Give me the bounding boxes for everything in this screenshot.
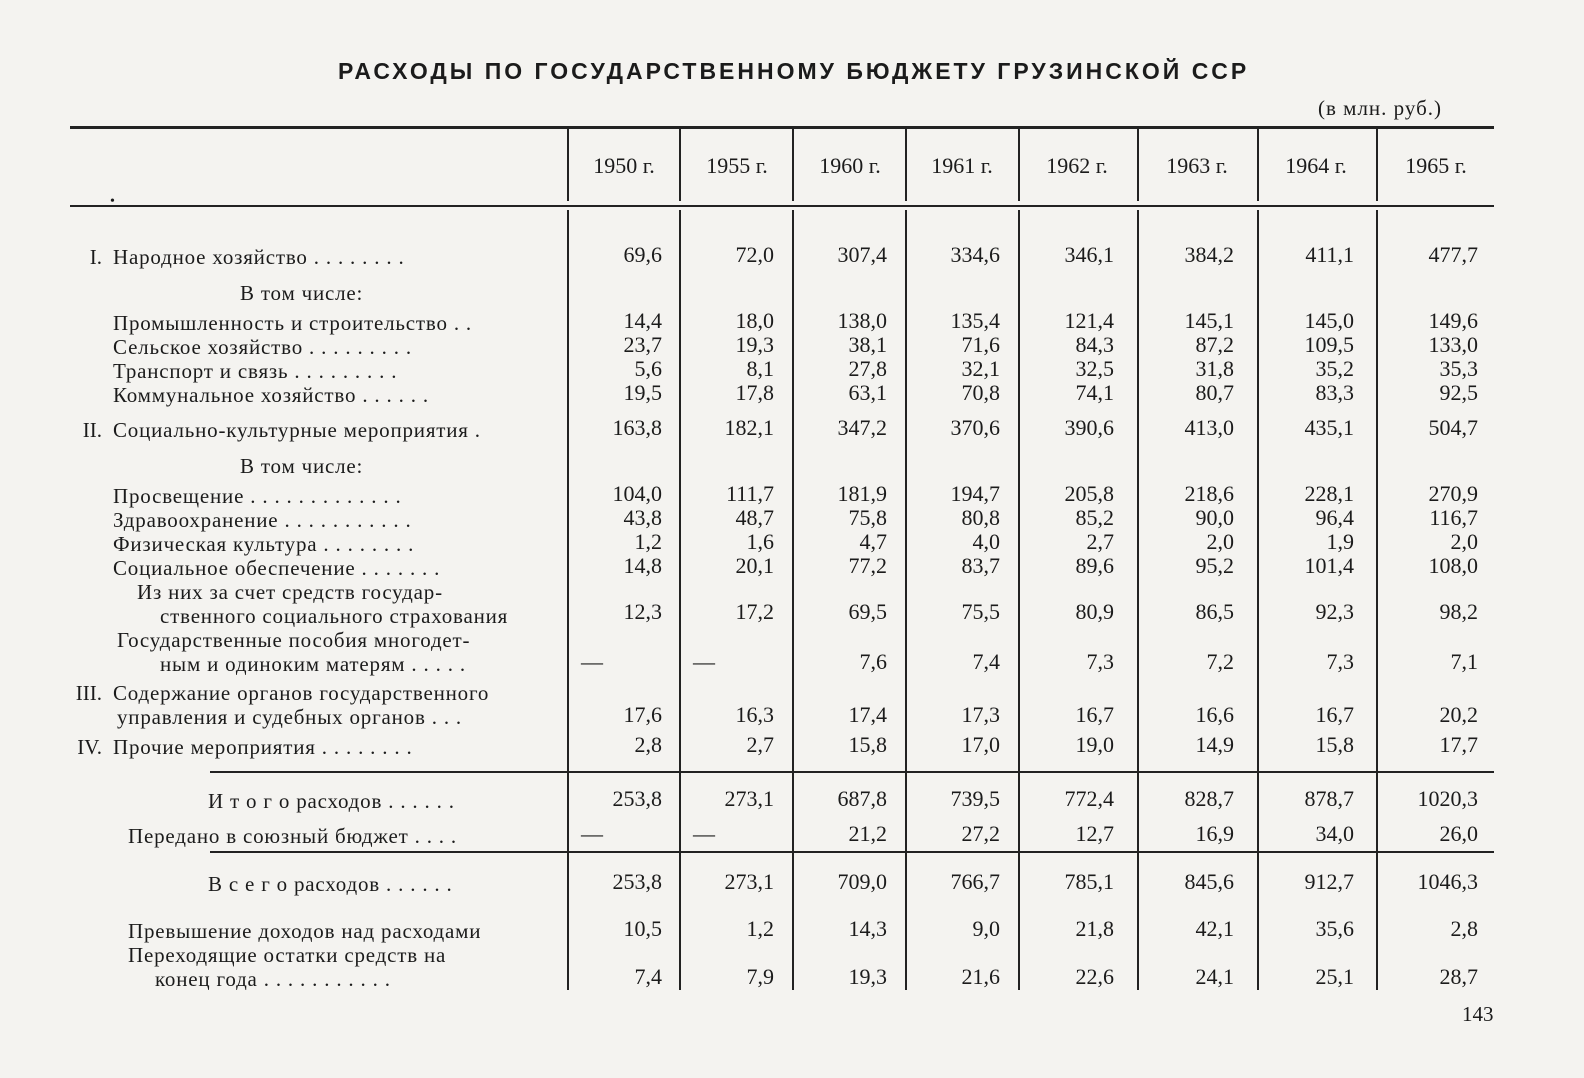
column-rule-header [567,129,569,201]
table-cell: 878,7 [1304,786,1354,811]
table-cell: — [693,821,715,846]
table-cell: 95,2 [1195,553,1234,578]
table-cell: 390,6 [1064,415,1114,440]
table-cell: 116,7 [1429,505,1478,530]
table-cell: 19,3 [848,964,887,989]
table-cell: 28,7 [1439,964,1478,989]
table-cell: 83,3 [1315,380,1354,405]
year-header: 1964 г. [1285,153,1347,178]
table-cell: 19,0 [1075,732,1114,757]
table-cell: 477,7 [1428,242,1478,267]
table-cell: 104,0 [612,481,662,506]
table-cell: 16,6 [1195,702,1234,727]
table-cell: 24,1 [1195,964,1234,989]
table-cell: 12,7 [1075,821,1114,846]
table-cell: 411,1 [1305,242,1354,267]
table-cell: 4,7 [859,529,887,554]
table-cell: 17,6 [623,702,662,727]
table-cell: 69,6 [623,242,662,267]
year-header: 1963 г. [1166,153,1228,178]
year-header: 1965 г. [1405,153,1467,178]
table-cell: 182,1 [724,415,774,440]
table-cell: 253,8 [612,786,662,811]
table-cell: 21,6 [961,964,1000,989]
row-label: конец года . . . . . . . . . . . [155,967,391,991]
table-cell: 26,0 [1439,821,1478,846]
table-cell: 111,7 [726,481,774,506]
row-label: Переходящие остатки средств на [128,943,447,967]
year-header: 1950 г. [593,153,655,178]
page-title: РАСХОДЫ ПО ГОСУДАРСТВЕННОМУ БЮДЖЕТУ ГРУЗИНСКОЙ ССР [338,58,1250,84]
table-cell: 92,3 [1315,599,1354,624]
table-cell: 14,4 [623,308,662,333]
subtotal-rule [210,771,1494,773]
table-cell: 7,1 [1450,649,1478,674]
table-cell: — [693,649,715,674]
table-cell: 80,9 [1075,599,1114,624]
table-cell: 370,6 [950,415,1000,440]
table-cell: 346,1 [1064,242,1114,267]
table-cell: 15,8 [848,732,887,757]
table-cell: 1020,3 [1417,786,1478,811]
table-cell: 912,7 [1304,869,1354,894]
table-cell: 218,6 [1184,481,1234,506]
row-label: ственного социального страхования [160,604,509,628]
table-cell: 384,2 [1184,242,1234,267]
table-cell: 273,1 [724,786,774,811]
table-cell: 16,3 [735,702,774,727]
table-cell: 135,4 [950,308,1000,333]
table-cell: 16,9 [1195,821,1234,846]
table-cell: 413,0 [1184,415,1234,440]
table-cell: 63,1 [848,380,887,405]
table-cell: 7,3 [1086,649,1114,674]
column-rule-header [1018,129,1020,201]
column-rule-header [1376,129,1378,201]
roman-numeral: II. [82,418,102,442]
table-cell: 504,7 [1428,415,1478,440]
table-cell: 86,5 [1195,599,1234,624]
row-label: Просвещение . . . . . . . . . . . . . [113,484,402,508]
table-cell: 75,5 [961,599,1000,624]
row-label: Социальное обеспечение . . . . . . . [113,556,441,580]
table-cell: 32,1 [961,356,1000,381]
table-cell: 74,1 [1075,380,1114,405]
row-label: Сельское хозяйство . . . . . . . . . [113,335,412,359]
row-label: Физическая культура . . . . . . . . [113,532,415,556]
table-cell: 121,4 [1064,308,1114,333]
table-cell: 20,2 [1439,702,1478,727]
column-rule-header [905,129,907,201]
table-cell: 48,7 [735,505,774,530]
table-cell: 10,5 [623,916,662,941]
table-cell: 77,2 [848,553,887,578]
table-cell: 766,7 [950,869,1000,894]
table-cell: 72,0 [735,242,774,267]
table-cell: 92,5 [1439,380,1478,405]
table-cell: 98,2 [1439,599,1478,624]
row-label: Из них за счет средств государ- [137,580,443,604]
table-cell: 1,9 [1326,529,1354,554]
table-cell: 43,8 [623,505,662,530]
table-cell: 15,8 [1315,732,1354,757]
table-cell: 16,7 [1315,702,1354,727]
table-cell: 194,7 [950,481,1000,506]
table-cell: 20,1 [735,553,774,578]
table-cell: 181,9 [837,481,887,506]
subheading: В том числе: [240,281,364,305]
table-cell: 772,4 [1064,786,1114,811]
row-label: Социально-культурные мероприятия . [113,418,481,442]
table-cell: 42,1 [1195,916,1234,941]
table-cell: 253,8 [612,869,662,894]
table-cell: 89,6 [1075,553,1114,578]
table-cell: 138,0 [837,308,887,333]
table-cell: 149,6 [1428,308,1478,333]
table-cell: 23,7 [623,332,662,357]
table-cell: 19,3 [735,332,774,357]
table-cell: 70,8 [961,380,1000,405]
header-dot: • [110,194,115,209]
row-label: И т о г о расходов . . . . . . [208,789,455,813]
row-label: Народное хозяйство . . . . . . . . [113,245,405,269]
table-cell: 96,4 [1315,505,1354,530]
table-cell: 687,8 [837,786,887,811]
table-cell: 14,9 [1195,732,1234,757]
table-cell: 35,6 [1315,916,1354,941]
table-cell: 12,3 [623,599,662,624]
table-cell: 69,5 [848,599,887,624]
table-cell: 80,7 [1195,380,1234,405]
table-cell: 133,0 [1428,332,1478,357]
table-cell: 270,9 [1428,481,1478,506]
table-cell: 2,8 [634,732,662,757]
table-cell: 307,4 [837,242,887,267]
row-label: Превышение доходов над расходами [128,919,482,943]
table-cell: 35,2 [1315,356,1354,381]
row-label: ным и одиноким матерям . . . . . [160,652,466,676]
table-cell: 84,3 [1075,332,1114,357]
unit-note: (в млн. руб.) [1318,96,1443,120]
table-cell: 85,2 [1075,505,1114,530]
column-rule-header [1137,129,1139,201]
table-cell: 35,3 [1439,356,1478,381]
table-cell: 27,2 [961,821,1000,846]
table-cell: 16,7 [1075,702,1114,727]
table-cell: 108,0 [1428,553,1478,578]
table-cell: 1,6 [746,529,774,554]
column-rule-header [792,129,794,201]
header-bottom-rule [70,205,1494,207]
table-cell: — [581,821,603,846]
row-label: Передано в союзный бюджет . . . . [128,824,457,848]
roman-numeral: III. [75,681,102,705]
year-header: 1962 г. [1046,153,1108,178]
table-cell: 5,6 [634,356,662,381]
table-cell: 4,0 [972,529,1000,554]
table-cell: 7,6 [859,649,887,674]
table-cell: 31,8 [1195,356,1234,381]
table-cell: 17,0 [961,732,1000,757]
table-cell: 80,8 [961,505,1000,530]
table-cell: 25,1 [1315,964,1354,989]
table-cell: 22,6 [1075,964,1114,989]
table-cell: 109,5 [1304,332,1354,357]
table-cell: 2,7 [1086,529,1114,554]
roman-numeral: IV. [77,735,102,759]
table-cell: 14,8 [623,553,662,578]
year-header: 1955 г. [706,153,768,178]
row-label: Промышленность и строительство . . [113,311,472,335]
table-cell: 21,8 [1075,916,1114,941]
table-cell: 14,3 [848,916,887,941]
table-cell: 2,0 [1450,529,1478,554]
table-cell: 83,7 [961,553,1000,578]
table-cell: 709,0 [837,869,887,894]
table-cell: 1046,3 [1417,869,1478,894]
row-label: Содержание органов государственного [113,681,490,705]
column-rule-header [1257,129,1259,201]
row-label: Государственные пособия многодет- [117,628,471,652]
table-cell: — [581,649,603,674]
row-label: Транспорт и связь . . . . . . . . . [113,359,398,383]
table-cell: 205,8 [1064,481,1114,506]
table-cell: 1,2 [746,916,774,941]
column-rule-header [679,129,681,201]
table-cell: 828,7 [1184,786,1234,811]
table-cell: 2,0 [1206,529,1234,554]
page-number: 143 [1462,1002,1494,1026]
table-cell: 1,2 [634,529,662,554]
table-cell: 101,4 [1304,553,1354,578]
table-cell: 9,0 [972,916,1000,941]
table-cell: 17,8 [735,380,774,405]
table-cell: 2,7 [746,732,774,757]
row-label: Коммунальное хозяйство . . . . . . [113,383,429,407]
table-cell: 21,2 [848,821,887,846]
row-label: Здравоохранение . . . . . . . . . . . [113,508,412,532]
table-cell: 27,8 [848,356,887,381]
table-cell: 75,8 [848,505,887,530]
row-label: управления и судебных органов . . . [117,705,462,729]
table-cell: 7,2 [1206,649,1234,674]
table-cell: 7,4 [634,964,662,989]
table-cell: 785,1 [1064,869,1114,894]
table-cell: 435,1 [1304,415,1354,440]
table-cell: 38,1 [848,332,887,357]
table-cell: 17,7 [1439,732,1478,757]
table-cell: 145,0 [1304,308,1354,333]
year-header: 1961 г. [931,153,993,178]
table-cell: 228,1 [1304,481,1354,506]
table-cell: 32,5 [1075,356,1114,381]
table-cell: 90,0 [1195,505,1234,530]
table-cell: 739,5 [950,786,1000,811]
table-cell: 19,5 [623,380,662,405]
table-cell: 145,1 [1184,308,1234,333]
table-cell: 273,1 [724,869,774,894]
roman-numeral: I. [89,245,102,269]
table-cell: 17,4 [848,702,887,727]
table-cell: 334,6 [950,242,1000,267]
table-cell: 18,0 [735,308,774,333]
total-rule [210,851,1494,853]
row-label: Прочие мероприятия . . . . . . . . [113,735,413,759]
table-cell: 7,3 [1326,649,1354,674]
table-cell: 8,1 [746,356,774,381]
table-cell: 34,0 [1315,821,1354,846]
year-header: 1960 г. [819,153,881,178]
table-cell: 163,8 [612,415,662,440]
top-rule [70,126,1494,129]
subheading: В том числе: [240,454,364,478]
table-cell: 87,2 [1195,332,1234,357]
table-cell: 17,3 [961,702,1000,727]
table-cell: 71,6 [961,332,1000,357]
row-label: В с е г о расходов . . . . . . [208,872,453,896]
table-cell: 845,6 [1184,869,1234,894]
table-cell: 7,4 [972,649,1000,674]
table-cell: 2,8 [1450,916,1478,941]
table-cell: 17,2 [735,599,774,624]
table-cell: 7,9 [746,964,774,989]
table-cell: 347,2 [837,415,887,440]
